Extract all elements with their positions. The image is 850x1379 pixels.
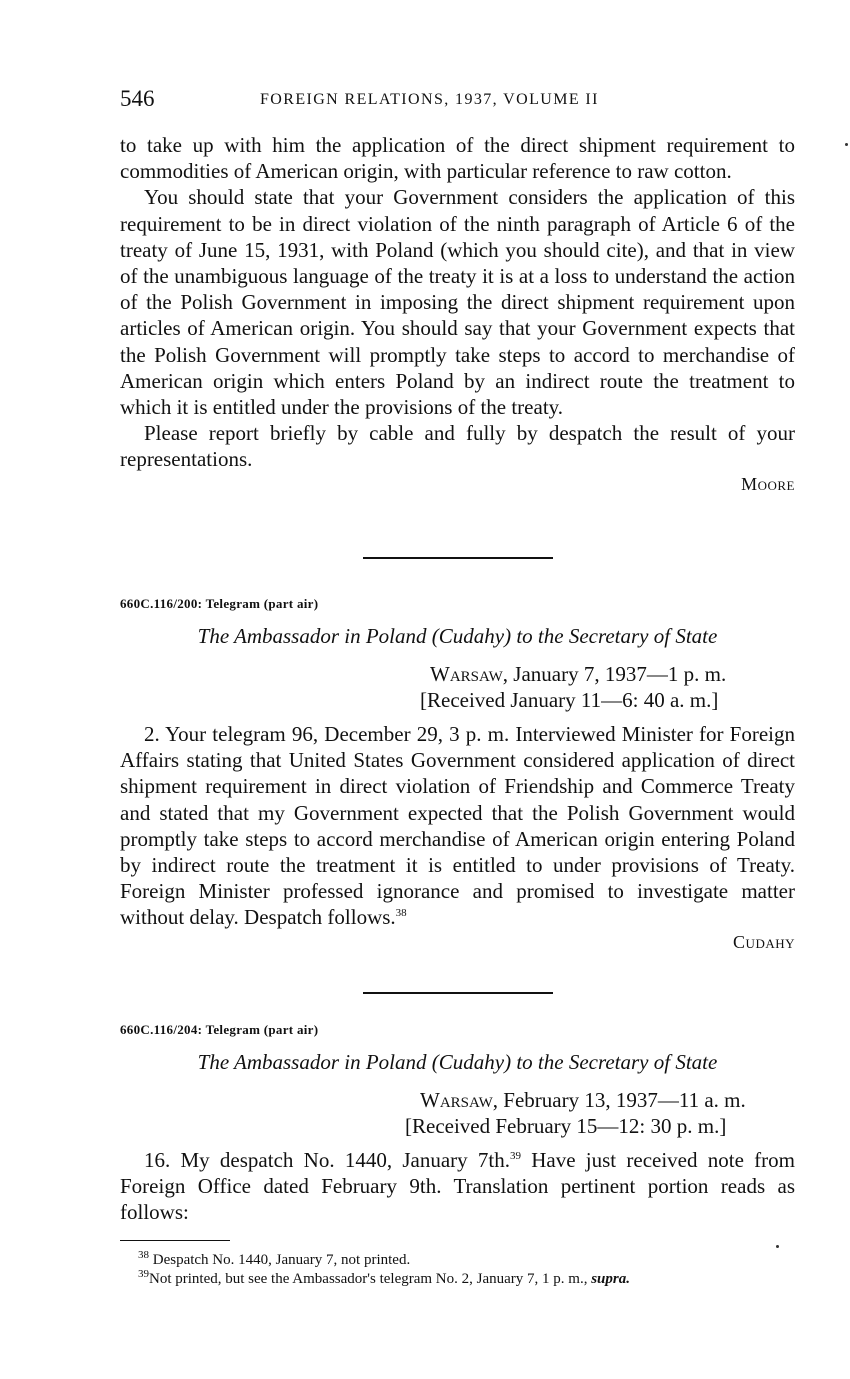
- document-title: The Ambassador in Poland (Cudahy) to the Secretary of State: [197, 1050, 718, 1074]
- page-header: [120, 86, 800, 118]
- file-reference: 660C.116/200: Telegram (part air): [120, 596, 319, 611]
- dateline-city: Warsaw: [420, 1088, 493, 1112]
- dateline-date: , January 7, 1937—1 p. m.: [502, 662, 727, 686]
- margin-dot: [845, 143, 848, 146]
- document-title: The Ambassador in Poland (Cudahy) to the Secretary of State: [197, 624, 718, 648]
- section-instruction: [120, 132, 795, 495]
- paragraph: Please report briefly by cable and fully by despatch the result of your representations.: [120, 421, 795, 472]
- page-number: 546: [120, 86, 155, 111]
- received-line: [Received January 11—6: 40 a. m.]: [420, 688, 719, 712]
- telegram-text: 2. Your telegram 96, December 29, 3 p. m. Interviewed Minister for Foreign Affairs stating that United States Government considered application of direct shipment requirement in direct violation of Friendship and Commerce Treaty and stated that my Government expected that the Polish Government would promptly take steps to accord merchandise of American origin entering Poland by indirect route the treatment it is entitled to under provisions of Treaty. Foreign Minister professed ignorance and promised to investigate matter without delay. Despatch follows.: [120, 722, 795, 930]
- section-divider: [363, 557, 553, 559]
- footnote-mark: 38: [395, 907, 407, 920]
- dateline-date: , February 13, 1937—11 a. m.: [492, 1088, 746, 1112]
- telegram-text: Have just received note from Foreign Office dated February 9th. Translation pertinent portion reads as follows:: [120, 1148, 795, 1225]
- file-reference: 660C.116/204: Telegram (part air): [120, 1022, 319, 1037]
- telegram-body: [120, 1147, 795, 1226]
- footnote-number: 38: [138, 1249, 149, 1261]
- signature-moore: Moore: [741, 473, 795, 494]
- signature-cudahy: Cudahy: [733, 931, 795, 952]
- telegram-text: 16. My despatch No. 1440, January 7th.: [144, 1148, 510, 1172]
- paragraph: You should state that your Government considers the application of this requirement to be in direct violation of the ninth paragraph of Article 6 of the treaty of June 15, 1931, with Poland (which you should cite), and that in view of the unambiguous language of the treaty it is at a loss to understand the action of the Polish Government in imposing the direct shipment requirement upon articles of American origin. You should say that your Government expects that the Polish Government will promptly take steps to accord to merchandise of American origin which enters Poland by an indirect route the treatment to which it is entitled under the provisions of the treaty.: [120, 185, 795, 420]
- footnote-divider: [120, 1240, 230, 1241]
- paragraph: to take up with him the application of the direct shipment requirement to commodities of American origin, with particular reference to raw cotton.: [120, 133, 795, 184]
- running-head: FOREIGN RELATIONS, 1937, VOLUME II: [260, 91, 599, 108]
- footnote-mark: 39: [509, 1150, 521, 1162]
- dateline-city: Warsaw: [430, 662, 503, 686]
- section-telegram-204: [120, 992, 795, 1226]
- telegram-body: [120, 721, 795, 931]
- dateline: [120, 661, 795, 687]
- section-telegram-200: [120, 557, 795, 953]
- footnote-emphasis: supra.: [591, 1271, 630, 1287]
- footnote-number: 39: [138, 1268, 149, 1280]
- section-divider: [363, 992, 553, 994]
- dateline: [120, 1087, 795, 1113]
- received-line: [Received February 15—12: 30 p. m.]: [405, 1114, 727, 1138]
- footnotes: [120, 1240, 795, 1289]
- footnote-38: [120, 1251, 795, 1270]
- footnote-39: [120, 1270, 795, 1289]
- footnote-text: Not printed, but see the Ambassador's telegram No. 2, January 7, 1 p. m.,: [149, 1271, 592, 1287]
- footnote-text: Despatch No. 1440, January 7, not printed.: [152, 1252, 411, 1268]
